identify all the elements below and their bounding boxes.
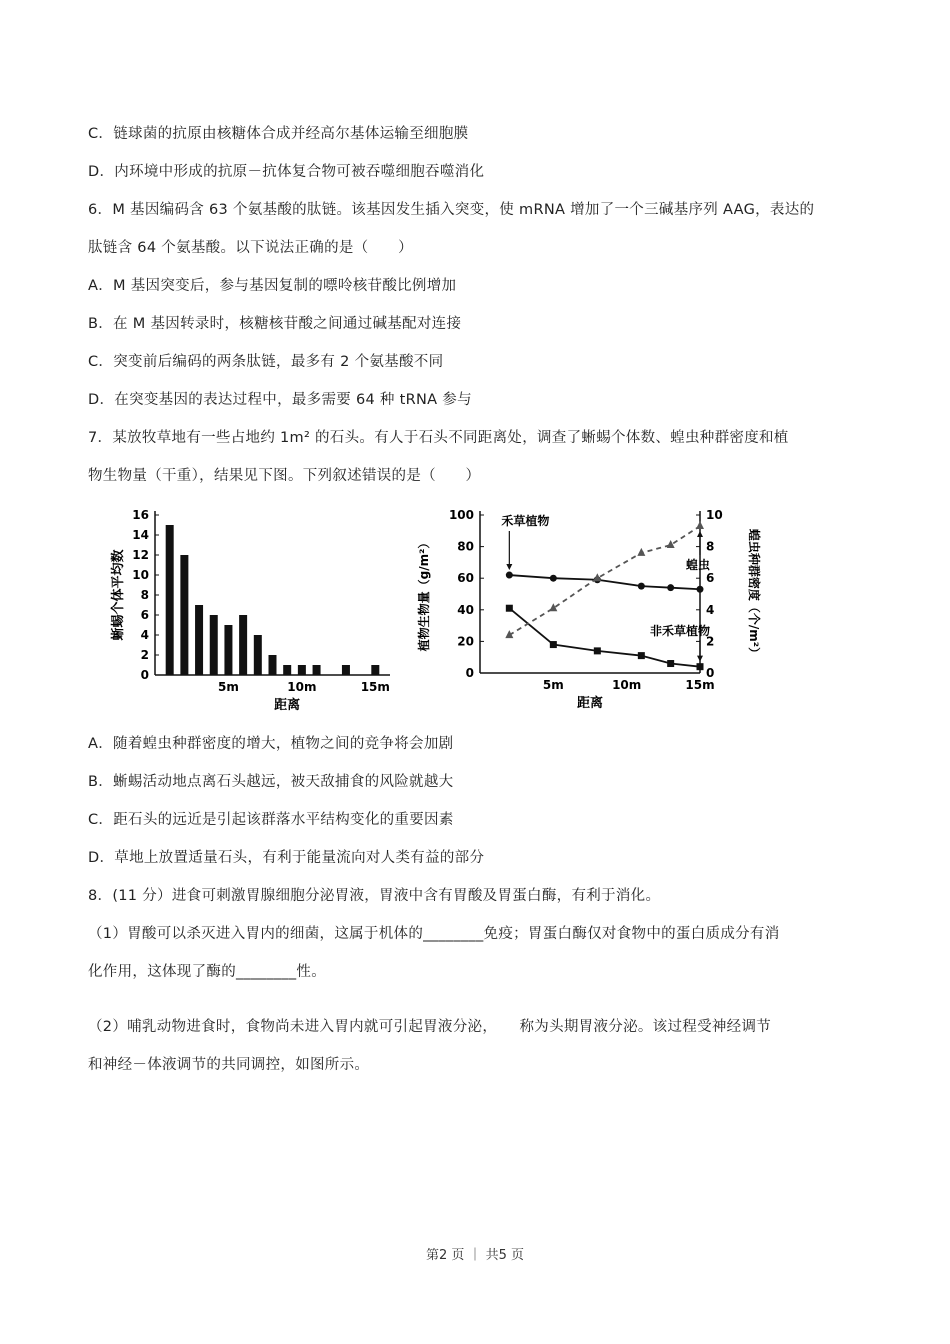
right-y-tick-label: 6 xyxy=(706,571,715,586)
right-y-tick-label: 8 xyxy=(706,539,715,554)
data-point xyxy=(550,575,557,582)
left-y-axis-label: 植物生物量（g/m²） xyxy=(417,536,431,652)
data-point xyxy=(637,548,645,556)
left-y-tick-label: 40 xyxy=(457,602,474,617)
question-8-part2-line2: 和神经－体液调节的共同调控，如图所示。 xyxy=(88,1057,370,1073)
x-tick-label: 15m xyxy=(360,680,390,694)
question-6-stem-2: 肽链含 64 个氨基酸。以下说法正确的是（ ） xyxy=(88,240,413,256)
series-label-nongrass: 非禾草植物 xyxy=(649,624,711,638)
option-6c: C．突变前后编码的两条肽链，最多有 2 个氨基酸不同 xyxy=(88,354,444,370)
page-footer: 第2 页 ｜ 共5 页 xyxy=(425,1248,525,1263)
option-6d: D．在突变基因的表达过程中，最多需要 64 种 tRNA 参与 xyxy=(88,392,472,408)
x-tick-label: 15m xyxy=(685,678,715,692)
x-axis-label: 距离 xyxy=(274,698,301,713)
y-tick-label: 12 xyxy=(132,548,149,562)
data-point xyxy=(506,605,513,612)
bar xyxy=(371,665,379,675)
biomass-locust-line-chart xyxy=(400,497,780,717)
figure-charts xyxy=(100,497,780,717)
question-7-stem-1: 7．某放牧草地有一些占地约 1m² 的石头。有人于石头不同距离处，调查了蜥蜴个体数、蝗虫种群密度和植 xyxy=(88,430,789,446)
option-6b: B．在 M 基因转录时，核糖核苷酸之间通过碱基配对连接 xyxy=(88,316,462,332)
question-8-part1-line1: （1）胃酸可以杀灭进入胃内的细菌，这属于机体的________免疫；胃蛋白酶仅对食物中的蛋白质成分有消 xyxy=(88,926,780,942)
x-tick-label: 5m xyxy=(218,680,239,694)
data-point xyxy=(696,521,704,529)
right-y-axis-label: 蝗虫种群密度（个/m²） xyxy=(747,528,761,660)
option-5d: D．内环境中形成的抗原－抗体复合物可被吞噬细胞吞噬消化 xyxy=(88,164,485,180)
option-5c: C．链球菌的抗原由核糖体合成并经高尔基体运输至细胞膜 xyxy=(88,126,469,142)
bar xyxy=(224,625,232,675)
bar xyxy=(313,665,321,675)
question-8-part1-line2: 化作用，这体现了酶的________性。 xyxy=(88,964,326,980)
left-y-tick-label: 60 xyxy=(457,571,474,586)
bar xyxy=(269,655,277,675)
left-y-tick-label: 100 xyxy=(448,508,474,522)
data-point xyxy=(550,641,557,648)
series-label-locust: 蝗虫 xyxy=(685,558,711,572)
option-7c: C．距石头的远近是引起该群落水平结构变化的重要因素 xyxy=(88,812,454,828)
bar xyxy=(180,555,188,675)
left-y-tick-label: 0 xyxy=(465,666,474,680)
x-tick-label: 10m xyxy=(612,678,642,692)
data-point xyxy=(638,583,645,590)
right-y-tick-label: 2 xyxy=(706,634,715,649)
right-y-tick-label: 0 xyxy=(706,666,715,680)
right-y-tick-label: 10 xyxy=(706,508,723,522)
question-6-stem-1: 6．M 基因编码含 63 个氨基酸的肽链。该基因发生插入突变，使 mRNA 增加了一个三碱基序列 AAG，表达的 xyxy=(88,202,815,218)
y-tick-label: 8 xyxy=(140,588,149,602)
y-tick-label: 10 xyxy=(132,568,149,582)
question-8-stem: 8．(11 分）进食可刺激胃腺细胞分泌胃液，胃液中含有胃酸及胃蛋白酶，有利于消化。 xyxy=(88,888,661,904)
data-point xyxy=(697,663,704,670)
bar xyxy=(283,665,291,675)
option-7a: A．随着蝗虫种群密度的增大，植物之间的竞争将会加剧 xyxy=(88,736,454,752)
option-6a: A．M 基因突变后，参与基因复制的嘌呤核苷酸比例增加 xyxy=(88,278,457,294)
bar xyxy=(166,525,174,675)
lizard-bar-chart xyxy=(100,497,400,717)
bar xyxy=(239,615,247,675)
bar xyxy=(254,635,262,675)
left-y-tick-label: 20 xyxy=(457,634,474,649)
x-tick-label: 5m xyxy=(542,678,564,692)
x-tick-label: 10m xyxy=(287,680,317,694)
y-tick-label: 6 xyxy=(140,608,149,622)
data-point xyxy=(506,572,513,579)
question-8-part2-line1: （2）哺乳动物进食时，食物尚未进入胃内就可引起胃液分泌， 称为头期胃液分泌。该过程受神经调节 xyxy=(88,1019,772,1035)
data-point xyxy=(667,584,674,591)
x-axis-label: 距离 xyxy=(576,696,604,711)
data-point xyxy=(667,660,674,667)
y-tick-label: 0 xyxy=(140,668,149,682)
left-y-tick-label: 80 xyxy=(457,539,474,554)
option-7d: D．草地上放置适量石头，有利于能量流向对人类有益的部分 xyxy=(88,850,485,866)
arrowhead-locust xyxy=(697,531,703,537)
bar xyxy=(342,665,350,675)
series-label-grass: 禾草植物 xyxy=(501,514,550,528)
data-point xyxy=(594,647,601,654)
y-tick-label: 14 xyxy=(132,528,149,542)
data-point xyxy=(593,573,601,581)
arrowhead-nongrass xyxy=(697,656,703,662)
arrowhead-grass xyxy=(506,564,512,570)
question-7-stem-2: 物生物量（干重），结果见下图。下列叙述错误的是（ ） xyxy=(88,468,481,484)
y-tick-label: 2 xyxy=(140,648,149,662)
bar xyxy=(298,665,306,675)
right-y-tick-label: 4 xyxy=(706,602,715,617)
data-point xyxy=(697,586,704,593)
data-point xyxy=(638,652,645,659)
option-7b: B．蜥蜴活动地点离石头越远，被天敌捕食的风险就越大 xyxy=(88,774,454,790)
y-tick-label: 4 xyxy=(140,628,149,642)
bar xyxy=(210,615,218,675)
y-tick-label: 16 xyxy=(132,508,149,522)
bar xyxy=(195,605,203,675)
data-point xyxy=(667,540,675,548)
y-axis-label: 蜥蜴个体平均数 xyxy=(111,549,126,641)
